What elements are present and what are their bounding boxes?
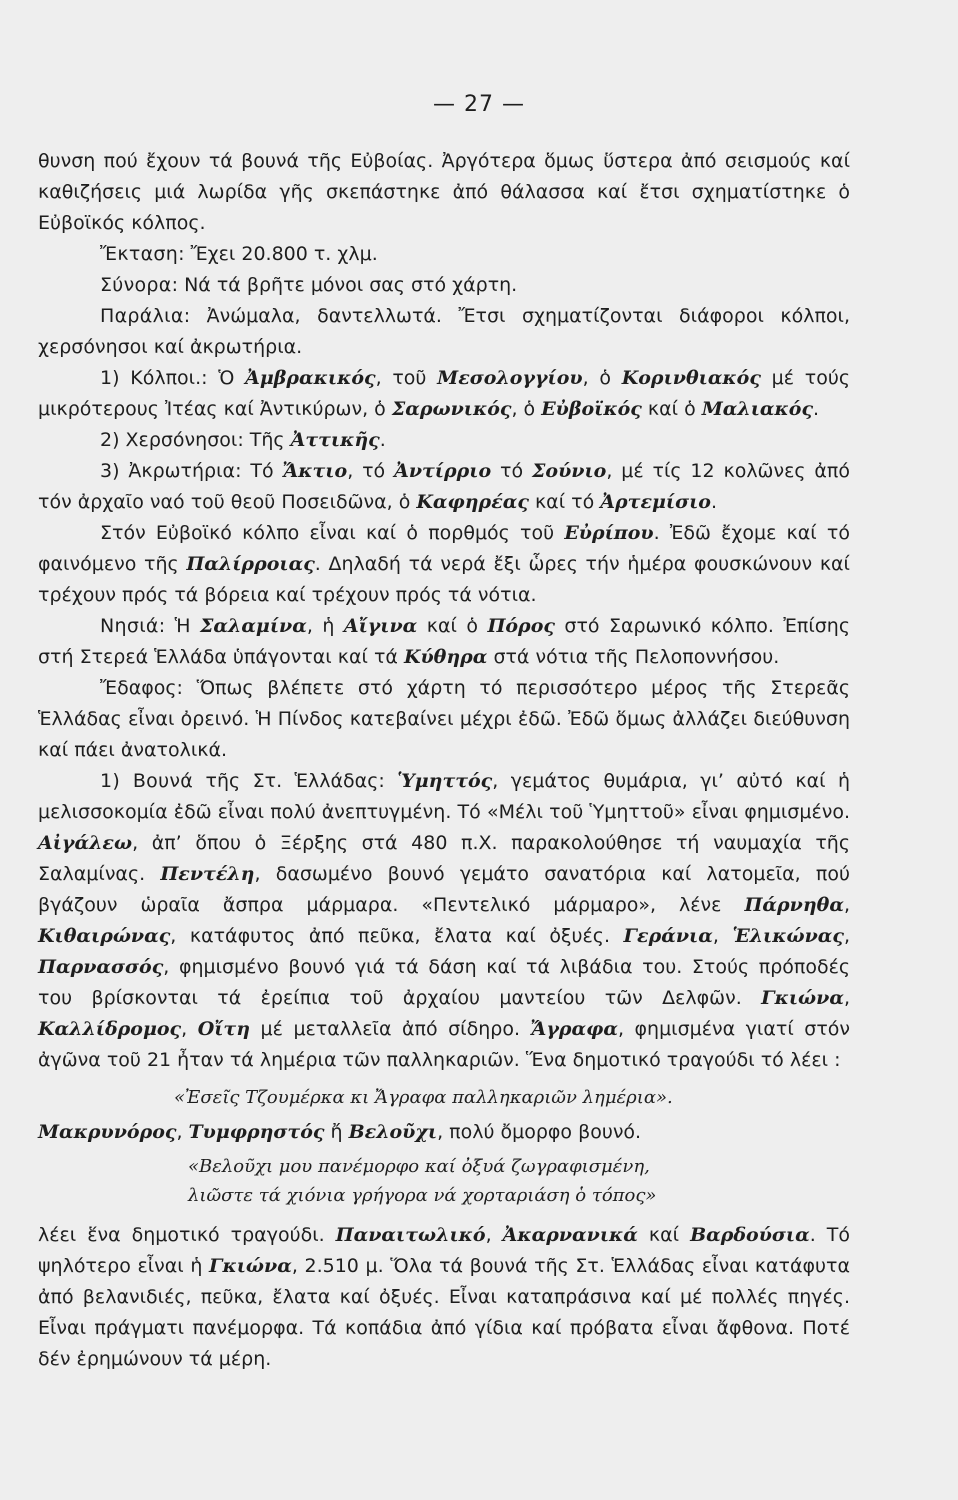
poem-verse [38, 1152, 850, 1210]
heading-ektasi: Ἔκταση [100, 243, 179, 265]
page-number: — 27 — [433, 92, 525, 117]
heading-chersonisoi: 2) Χερσόνησοι [100, 429, 238, 451]
paragraph-synora: Σύνορα: Νά τά βρῆτε μόνοι σας στό χάρτη. [100, 274, 518, 296]
heading-paralia: Παράλια [100, 305, 184, 327]
paragraph-paralia: Παράλια: Ἀνώμαλα, δαντελλωτά. Ἔτσι σχηματίζονται διάφοροι κόλποι, χερσόνησοι καί ἀκρωτήρια. [38, 305, 850, 358]
heading-kolpoi: 1) Κόλποι. [100, 367, 202, 389]
paragraph-vouna: 1) Βουνά τῆς Στ. Ἑλλάδας: Ὑμηττός, γεμάτος θυμάρια, γι’ αὐτό καί ἡ μελισσοκομία ἐδῶ εἶναι πολύ ἀνεπτυγμένη. Τό «Μέλι τοῦ Ὑμηττοῦ» εἶναι φημισμένο. Αἰγάλεω, ἀπ’ ὅπου ὁ Ξέρξης στά 480 π.Χ. παρακολούθησε τή ναυμαχία τῆς Σαλαμίνας. Πεντέλη, δασωμένο βουνό γεμάτο σανατόρια καί λατομεῖα, πού βγάζουν ὡραῖα ἄσπρα μάρμαρα. «Πεντελικό μάρμαρο», λένε Πάρνηθα, Κιθαιρώνας, κατάφυτος ἀπό πεῦκα, ἔλατα καί ὀξυές. Γεράνια, Ἑλικώνας, Παρνασσός, φημισμένο βουνό γιά τά δάση καί τά λιβάδια του. Στούς πρόποδές του βρίσκονται τά ἐρείπια τοῦ ἀρχαίου μαντείου τῶν Δελφῶν. Γκιώνα, Καλλίδρομος, Οἴτη μέ μεταλλεῖα ἀπό σίδηρο. Ἄγραφα, φημισμένα γιατί στόν ἀγῶνα τοῦ 21 ἦταν τά λημέρια τῶν παλληκαριῶν. Ἕνα δημοτικό τραγούδι τό λέει : [38, 770, 850, 1071]
heading-akrotiria: 3) Ἀκρωτήρια [100, 460, 236, 482]
poem-line-1: «Βελοῦχι μου πανέμορφο καί ὀξυά ζωγραφισμένη, [188, 1156, 650, 1177]
paragraph-makrynoros: Μακρυνόρος, Τυμφρηστός ἤ Βελοῦχι, πολύ ὄμορφο βουνό. [38, 1121, 642, 1143]
heading-nisia: Νησιά [100, 615, 159, 637]
paragraph-akrotiria: 3) Ἀκρωτήρια: Τό Ἄκτιο, τό Ἀντίρριο τό Σούνιο, μέ τίς 12 κολῶνες ἀπό τόν ἀρχαῖο ναό τοῦ θεοῦ Ποσειδῶνα, ὁ Καφηρέας καί τό Ἀρτεμίσιο. [38, 460, 850, 513]
paragraph-ektasi: Ἔκταση: Ἔχει 20.800 τ. χλμ. [100, 243, 378, 265]
folk-song-quote: «Ἐσεῖς Τζουμέρκα κι Ἄγραφα παλληκαριῶν λημέρια». [174, 1087, 673, 1108]
poem-line-2: λιῶστε τά χιόνια γρήγορα νά χορταριάση ὁ τόπος» [188, 1185, 657, 1206]
heading-vouna: 1) Βουνά [100, 770, 194, 792]
paragraph-intro: θυνση πού ἔχουν τά βουνά τῆς Εὐβοίας. Ἀργότερα ὅμως ὕστερα ἀπό σεισμούς καί καθιζήσεις μιά λωρίδα γῆς σκεπάστηκε ἀπό θάλασσα καί ἔτσι σχηματίστηκε ὁ Εὐβοϊκός κόλπος. [38, 150, 850, 234]
paragraph-closing: λέει ἕνα δημοτικό τραγούδι. Παναιτωλικό, Ἀκαρνανικά καί Βαρδούσια. Τό ψηλότερο εἶναι ἡ Γκιώνα, 2.510 μ. Ὅλα τά βουνά τῆς Στ. Ἑλλάδας εἶναι κατάφυτα ἀπό βελανιδιές, πεῦκα, ἔλατα καί ὀξυές. Εἶναι καταπράσινα καί μέ πολλές πηγές. Εἶναι πράγματι πανέμορφα. Τά κοπάδια ἀπό γίδια καί πρόβατα εἶναι ἄφθονα. Ποτέ δέν ἐρημώνουν τά μέρη. [38, 1224, 851, 1370]
paragraph-chersonisoi: 2) Χερσόνησοι: Τῆς Ἀττικῆς. [100, 429, 386, 451]
heading-edafos: Ἔδαφος [100, 677, 177, 699]
page-body [38, 146, 850, 1375]
heading-synora: Σύνορα [100, 274, 172, 296]
paragraph-kolpoi: 1) Κόλποι.: Ὁ Ἀμβρακικός, τοῦ Μεσολογγίου, ὁ Κορινθιακός μέ τούς μικρότερους Ἰτέας καί Ἀντικύρων, ὁ Σαρωνικός, ὁ Εὐβοϊκός καί ὁ Μαλιακός. [38, 367, 850, 420]
paragraph-edafos: Ἔδαφος: Ὅπως βλέπετε στό χάρτη τό περισσότερο μέρος τῆς Στερεᾶς Ἑλλάδας εἶναι ὀρεινό. Ἡ Πίνδος κατεβαίνει μέχρι ἐδῶ. Ἐδῶ ὅμως ἀλλάζει διεύθυνση καί πάει ἀνατολικά. [38, 677, 850, 761]
paragraph-evripos: Στόν Εὐβοϊκό κόλπο εἶναι καί ὁ πορθμός τοῦ Εὐρίπου. Ἐδῶ ἔχομε καί τό φαινόμενο τῆς Παλίρροιας. Δηλαδή τά νερά ἔξι ὧρες τήν ἡμέρα φουσκώνουν καί τρέχουν πρός τά βόρεια καί τρέχουν πρός τά νότια. [38, 522, 850, 606]
paragraph-nisia: Νησιά: Ἡ Σαλαμίνα, ἡ Αἴγινα καί ὁ Πόρος στό Σαρωνικό κόλπο. Ἐπίσης στή Στερεά Ἑλλάδα ὑπάγονται καί τά Κύθηρα στά νότια τῆς Πελοποννήσου. [38, 615, 850, 668]
